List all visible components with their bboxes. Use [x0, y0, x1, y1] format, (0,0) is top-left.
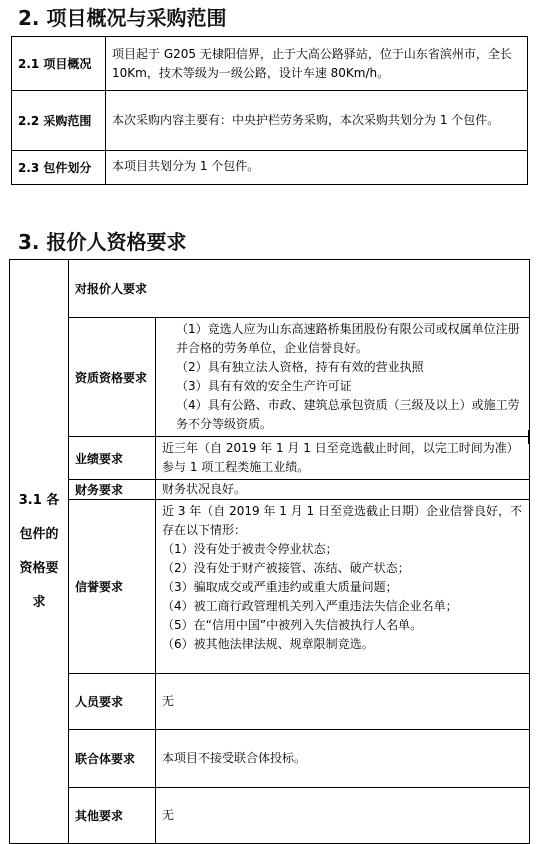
- consortium-text: 本项目不接受联合体投标。: [156, 730, 530, 788]
- requirements-header: 对报价人要求: [69, 260, 530, 318]
- table-row: [10, 500, 530, 674]
- table-row: [10, 260, 530, 318]
- side-label: 3.1 各 包件的 资格要 求: [10, 260, 69, 844]
- text-cursor: [528, 430, 529, 444]
- other-text: 无: [156, 788, 530, 844]
- table-row: [10, 318, 530, 437]
- credit-label: 信誉要求: [69, 500, 156, 674]
- project-overview-table: [11, 36, 528, 185]
- table-row: [12, 91, 528, 151]
- perf-label: 业绩要求: [69, 437, 156, 480]
- overview-text: 项目起于 G205 无棣阳信界，止于大高公路驿站，位于山东省滨州市，全长 10Km，技术等级为一级公路，设计车速 80Km/h。: [106, 37, 528, 91]
- staff-text: 无: [156, 674, 530, 730]
- consortium-label: 联合体要求: [69, 730, 156, 788]
- table-row: [10, 480, 530, 500]
- qual-label: 资质资格要求: [69, 318, 156, 437]
- row-label-overview: 2.1 项目概况: [12, 37, 106, 91]
- credit-list: 近 3 年（自 2019 年 1 月 1 日至竞选截止日期）企业信誉良好，不存在以下情形： （1）没有处于被责令停业状态； （2）没有处于财产被接管、冻结、破产状态； （3）骗取成交或严重违约或重大质量问题； （4）被工商行政管理机关列入严重违法失信企业名单； （5）在“信用中国”中被列入失信被执行人名单。 （6）被其他法律法规、规章限制竞选。: [156, 500, 530, 674]
- scope-text: 本次采购内容主要有：中央护栏劳务采购，本次采购共划分为 1 个包件。: [106, 91, 528, 151]
- table-row: [12, 37, 528, 91]
- other-label: 其他要求: [69, 788, 156, 844]
- table-row: [10, 437, 530, 480]
- perf-text: 近三年（自 2019 年 1 月 1 日至竞选截止时间，以完工时间为准）参与 1 项工程类施工业绩。: [156, 437, 530, 480]
- section-3-title: 3. 报价人资格要求: [18, 230, 187, 254]
- package-text: 本项目共划分为 1 个包件。: [106, 151, 528, 185]
- row-label-scope: 2.2 采购范围: [12, 91, 106, 151]
- table-row: [10, 730, 530, 788]
- qual-list: （1）竞选人应为山东高速路桥集团股份有限公司或权属单位注册并合格的劳务单位，企业信誉良好。 （2）具有独立法人资格，持有有效的营业执照 （3）具有有效的安全生产许可证 （4）具有公路、市政、建筑总承包资质（三级及以上）或施工劳务不分等级资质。: [156, 318, 530, 437]
- qualification-table: [9, 259, 530, 844]
- row-label-package: 2.3 包件划分: [12, 151, 106, 185]
- fin-text: 财务状况良好。: [156, 480, 530, 500]
- table-row: [10, 674, 530, 730]
- fin-label: 财务要求: [69, 480, 156, 500]
- table-row: [10, 788, 530, 844]
- section-2-title: 2. 项目概况与采购范围: [18, 6, 227, 30]
- staff-label: 人员要求: [69, 674, 156, 730]
- table-row: [12, 151, 528, 185]
